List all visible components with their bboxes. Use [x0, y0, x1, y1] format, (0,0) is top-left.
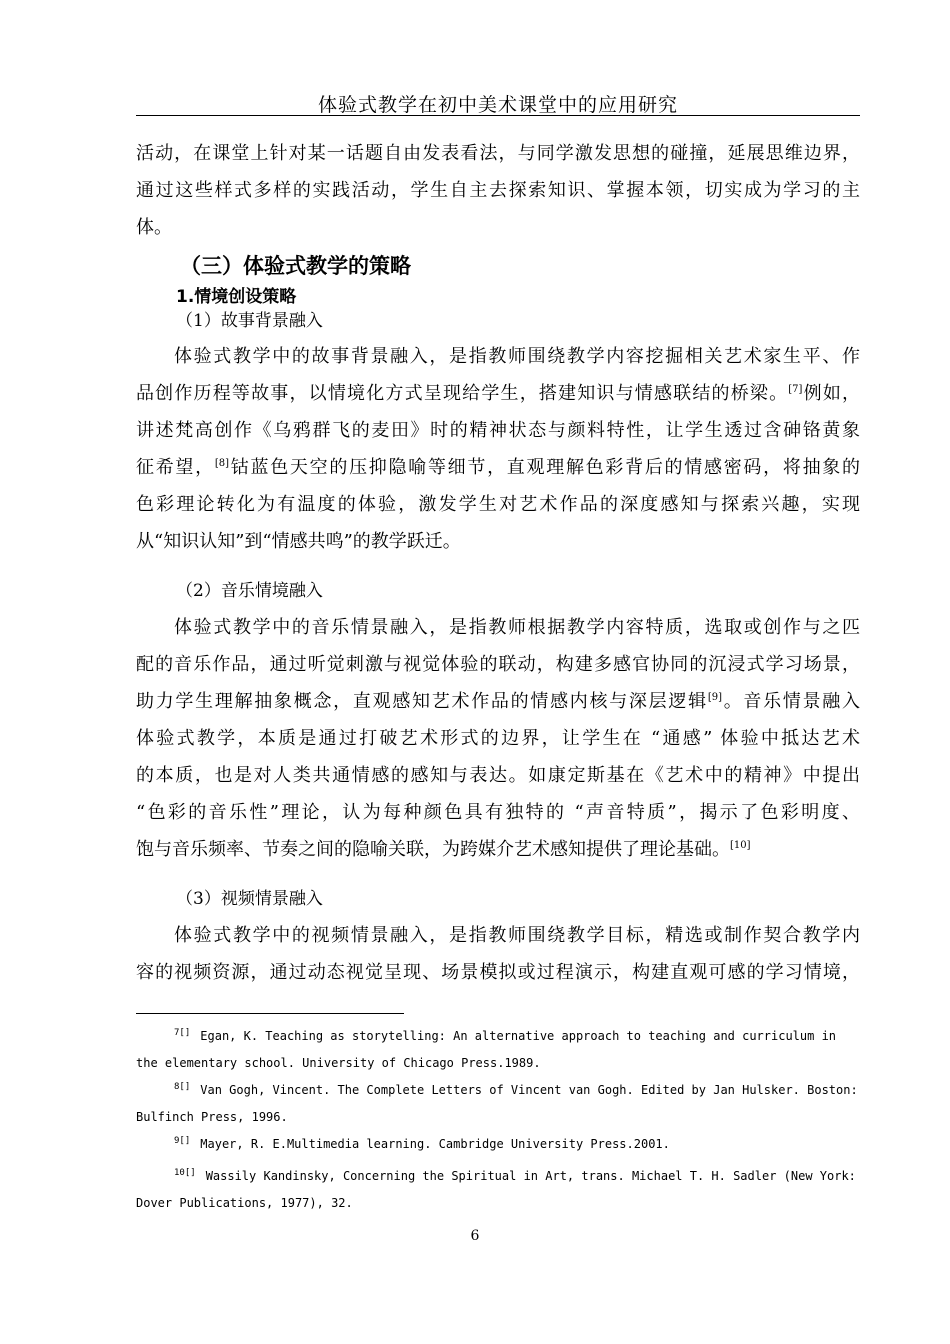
- music-line-3a: 助力学生理解抽象概念，直观感知艺术作品的情感内核与深层逻辑: [136, 691, 708, 712]
- footnote-ref-9[interactable]: [9]: [707, 692, 722, 703]
- footnote-ref-10[interactable]: [10]: [730, 840, 751, 851]
- page-number: 6: [470, 1228, 480, 1244]
- footnote-9-line-1: Mayer, R. E.Multimedia learning. Cambridge University Press.2001.: [200, 1137, 670, 1151]
- music-line-3: [136, 683, 860, 720]
- music-line-3b: 。音乐情景融入: [721, 691, 861, 712]
- music-heading: （2）音乐情境融入: [176, 581, 323, 601]
- music-line-4: 体验式教学，本质是通过打破艺术形式的边界，让学生在 “通感” 体验中抵达艺术: [136, 728, 860, 749]
- footnote-9-number: 9[]: [174, 1136, 191, 1146]
- music-line-6: “色彩的音乐性”理论，认为每种颜色具有独特的 “声音特质”，揭示了色彩明度、: [136, 802, 860, 823]
- footnote-7-number: 7[]: [174, 1028, 191, 1038]
- intro-line-2: 通过这些样式多样的实践活动，学生自主去探索知识、掌握本领，切实成为学习的主: [136, 180, 860, 201]
- music-line-7: [136, 831, 860, 868]
- footnote-8-number: 8[]: [174, 1082, 191, 1092]
- story-line-2b: 例如，: [802, 383, 861, 404]
- music-line-7a: 饱与音乐频率、节奏之间的隐喻关联，为跨媒介艺术感知提供了理论基础。: [136, 839, 730, 860]
- subsection-heading: 1.情境创设策略: [176, 287, 297, 307]
- footnote-10-line-2: Dover Publications, 1977), 32.: [136, 1196, 353, 1210]
- footnote-9: [136, 1128, 860, 1158]
- footnote-10: [136, 1160, 860, 1217]
- footnote-7: [136, 1020, 860, 1077]
- story-line-3: 讲述梵高创作《乌鸦群飞的麦田》时的精神状态与颜料特性，让学生透过含砷铬黄象: [136, 420, 860, 441]
- footnote-ref-8[interactable]: [8]: [214, 458, 230, 469]
- video-line-1: 体验式教学中的视频情景融入，是指教师围绕教学目标，精选或制作契合教学内: [174, 925, 860, 946]
- section-heading: （三）体验式教学的策略: [180, 254, 411, 278]
- story-line-4: [136, 449, 860, 486]
- footnote-7-line-1: Egan, K. Teaching as storytelling: An alternative approach to teaching and curriculum in: [200, 1029, 837, 1043]
- footnote-8-line-2: Bulfinch Press, 1996.: [136, 1110, 288, 1124]
- story-heading: （1）故事背景融入: [176, 311, 323, 331]
- footnote-rule: [136, 1013, 404, 1014]
- video-line-2: 容的视频资源，通过动态视觉呈现、场景模拟或过程演示，构建直观可感的学习情境，: [136, 962, 860, 983]
- intro-line-1: 活动，在课堂上针对某一话题自由发表看法，与同学激发思想的碰撞，延展思维边界，: [136, 143, 860, 164]
- header-rule: [136, 115, 860, 116]
- footnote-ref-7[interactable]: [7]: [788, 384, 803, 395]
- footnote-10-line-1: Wassily Kandinsky, Concerning the Spiritual in Art, trans. Michael T. H. Sadler (New York:: [205, 1169, 856, 1183]
- story-line-2: [136, 375, 860, 412]
- story-line-4b: 钴蓝色天空的压抑隐喻等细节，直观理解色彩背后的情感密码，将抽象的: [229, 457, 861, 478]
- footnote-7-line-2: the elementary school. University of Chicago Press.1989.: [136, 1056, 541, 1070]
- story-line-1: 体验式教学中的故事背景融入，是指教师围绕教学内容挖掘相关艺术家生平、作: [174, 346, 860, 367]
- video-heading: （3）视频情景融入: [176, 889, 323, 909]
- story-line-2a: 品创作历程等故事，以情境化方式呈现给学生，搭建知识与情感联结的桥梁。: [136, 383, 789, 404]
- footnote-8: [136, 1074, 860, 1131]
- music-line-1: 体验式教学中的音乐情景融入，是指教师根据教学内容特质，选取或创作与之匹: [174, 617, 860, 638]
- intro-line-3: 体。: [136, 217, 172, 238]
- running-header-title: 体验式教学在初中美术课堂中的应用研究: [317, 94, 678, 116]
- footnote-8-line-1: Van Gogh, Vincent. The Complete Letters of Vincent van Gogh. Edited by Jan Hulsker. Boston:: [200, 1083, 858, 1097]
- music-line-5: 的本质，也是对人类共通情感的感知与表达。如康定斯基在《艺术中的精神》中提出: [136, 765, 860, 786]
- story-line-5: 色彩理论转化为有温度的体验，激发学生对艺术作品的深度感知与探索兴趣，实现: [136, 494, 860, 515]
- music-line-2: 配的音乐作品，通过听觉刺激与视觉体验的联动，构建多感官协同的沉浸式学习场景，: [136, 654, 860, 675]
- footnote-10-number: 10[]: [174, 1168, 196, 1178]
- story-line-4a: 征希望，: [136, 457, 215, 478]
- story-line-6: 从“知识认知”到“情感共鸣”的教学跃迁。: [136, 531, 461, 552]
